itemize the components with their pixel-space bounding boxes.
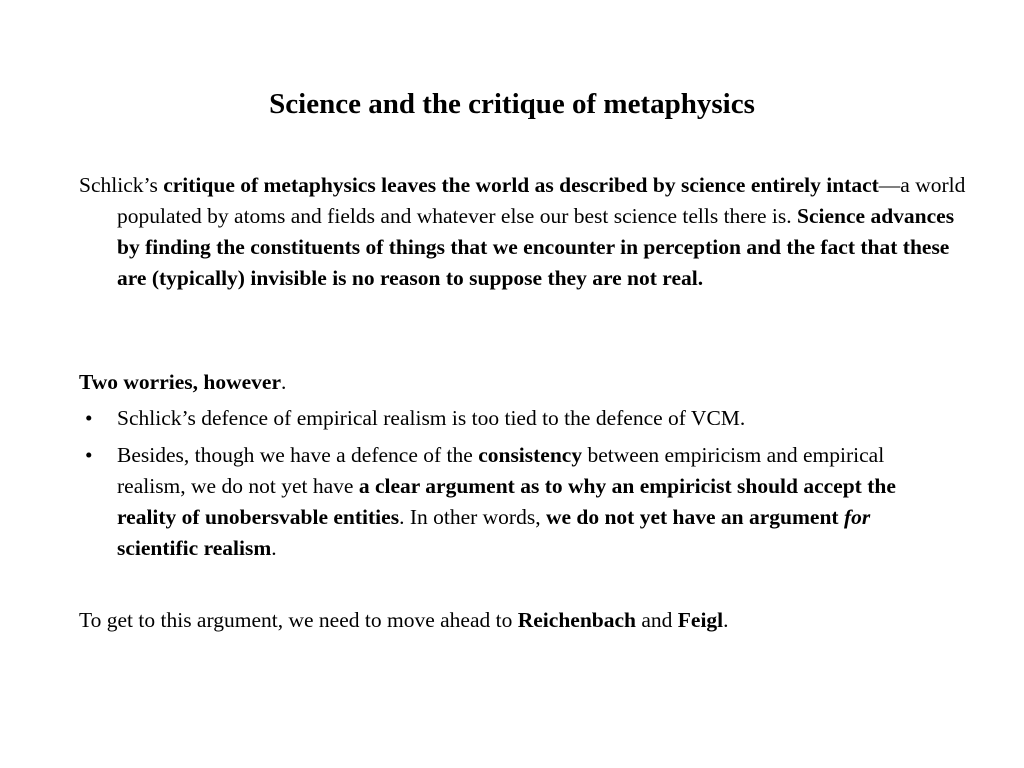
bold-run: Science advances by finding the constituents of things that we encounter in perception and the fact that these are (typically) invisible is no reason to suppose they are not real. [117, 204, 955, 290]
list-item [79, 440, 939, 564]
bold-run: we do not yet have an argument [545, 505, 844, 529]
text-run: To get to this argument, we need to move ahead to [79, 608, 518, 632]
text-run: and [635, 608, 678, 632]
text-run: . [271, 536, 277, 560]
text-run: . [723, 608, 729, 632]
text-run: Besides, though we have a defence of the [117, 443, 479, 467]
text-run: . In other words, [399, 505, 546, 529]
paragraph-next-step [79, 605, 939, 636]
bullet-icon: • [85, 443, 93, 467]
text-run: Schlick’s [79, 173, 164, 197]
bold-run: scientific realism [117, 536, 272, 560]
worries-list [79, 403, 939, 570]
text-run: between empiricism and empirical realism, we do not yet have [117, 443, 885, 498]
bold-run: a clear argument as to why an empiricist should accept the reality of unobersvable entities [117, 474, 896, 529]
text-run: . [281, 370, 287, 394]
paragraph-schlick-critique [79, 170, 977, 294]
bold-italic-run: for [843, 505, 871, 529]
text-run: —a world populated by atoms and fields and whatever else our best science tells there is. [117, 173, 966, 228]
bullet-icon: • [85, 406, 93, 430]
text-run: Schlick’s defence of empirical realism is too tied to the defence of VCM. [117, 406, 746, 430]
bold-run: consistency [478, 443, 583, 467]
paragraph-two-worries [79, 367, 939, 398]
bold-run: Feigl [677, 608, 724, 632]
bold-run: Two worries, however [79, 370, 282, 394]
bold-run: Reichenbach [517, 608, 636, 632]
slide-title: Science and the critique of metaphysics [269, 88, 755, 120]
bold-run: critique of metaphysics leaves the world as described by science entirely intact [163, 173, 879, 197]
list-item [79, 403, 939, 434]
